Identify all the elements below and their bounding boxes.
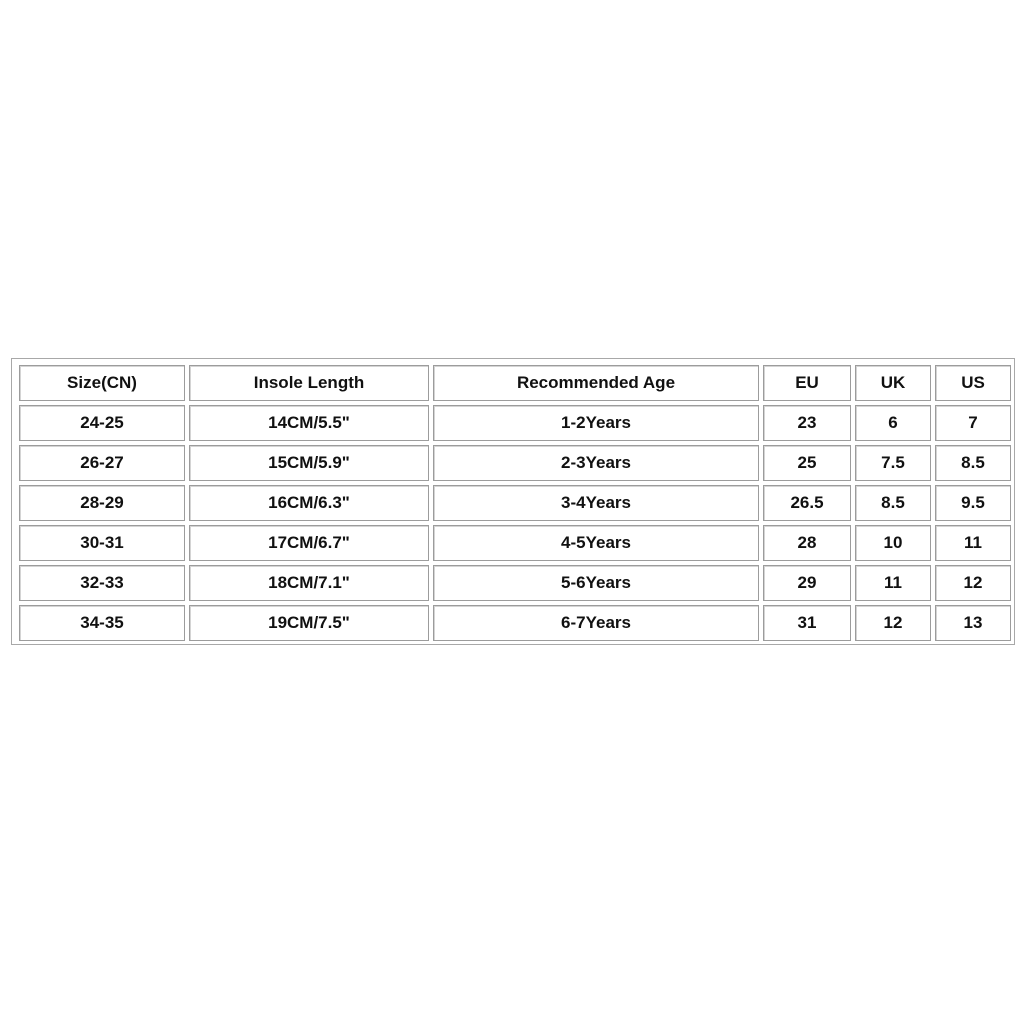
cell-insole-length: 19CM/7.5" — [189, 605, 429, 641]
table-header-row — [19, 365, 1011, 401]
cell-uk: 10 — [855, 525, 931, 561]
cell-eu: 28 — [763, 525, 851, 561]
cell-us: 12 — [935, 565, 1011, 601]
cell-insole-length: 17CM/6.7" — [189, 525, 429, 561]
header-recommended-age: Recommended Age — [433, 365, 759, 401]
cell-size-cn: 34-35 — [19, 605, 185, 641]
table-row — [19, 605, 1011, 641]
cell-us: 9.5 — [935, 485, 1011, 521]
cell-us: 7 — [935, 405, 1011, 441]
cell-insole-length: 14CM/5.5" — [189, 405, 429, 441]
cell-recommended-age: 4-5Years — [433, 525, 759, 561]
cell-recommended-age: 1-2Years — [433, 405, 759, 441]
table-row — [19, 445, 1011, 481]
cell-us: 11 — [935, 525, 1011, 561]
cell-uk: 12 — [855, 605, 931, 641]
cell-recommended-age: 5-6Years — [433, 565, 759, 601]
size-chart — [11, 358, 1015, 645]
cell-eu: 31 — [763, 605, 851, 641]
table-row — [19, 405, 1011, 441]
size-chart-table — [15, 361, 1015, 645]
cell-recommended-age: 6-7Years — [433, 605, 759, 641]
cell-us: 13 — [935, 605, 1011, 641]
cell-eu: 23 — [763, 405, 851, 441]
cell-recommended-age: 3-4Years — [433, 485, 759, 521]
cell-insole-length: 16CM/6.3" — [189, 485, 429, 521]
table-row — [19, 525, 1011, 561]
cell-size-cn: 30-31 — [19, 525, 185, 561]
header-uk: UK — [855, 365, 931, 401]
table-row — [19, 485, 1011, 521]
cell-insole-length: 18CM/7.1" — [189, 565, 429, 601]
table-row — [19, 565, 1011, 601]
cell-uk: 7.5 — [855, 445, 931, 481]
cell-size-cn: 26-27 — [19, 445, 185, 481]
cell-eu: 29 — [763, 565, 851, 601]
cell-size-cn: 28-29 — [19, 485, 185, 521]
header-insole-length: Insole Length — [189, 365, 429, 401]
cell-size-cn: 24-25 — [19, 405, 185, 441]
cell-size-cn: 32-33 — [19, 565, 185, 601]
cell-uk: 8.5 — [855, 485, 931, 521]
cell-recommended-age: 2-3Years — [433, 445, 759, 481]
cell-us: 8.5 — [935, 445, 1011, 481]
cell-eu: 26.5 — [763, 485, 851, 521]
cell-uk: 6 — [855, 405, 931, 441]
cell-insole-length: 15CM/5.9" — [189, 445, 429, 481]
cell-eu: 25 — [763, 445, 851, 481]
header-size-cn: Size(CN) — [19, 365, 185, 401]
cell-uk: 11 — [855, 565, 931, 601]
header-us: US — [935, 365, 1011, 401]
header-eu: EU — [763, 365, 851, 401]
